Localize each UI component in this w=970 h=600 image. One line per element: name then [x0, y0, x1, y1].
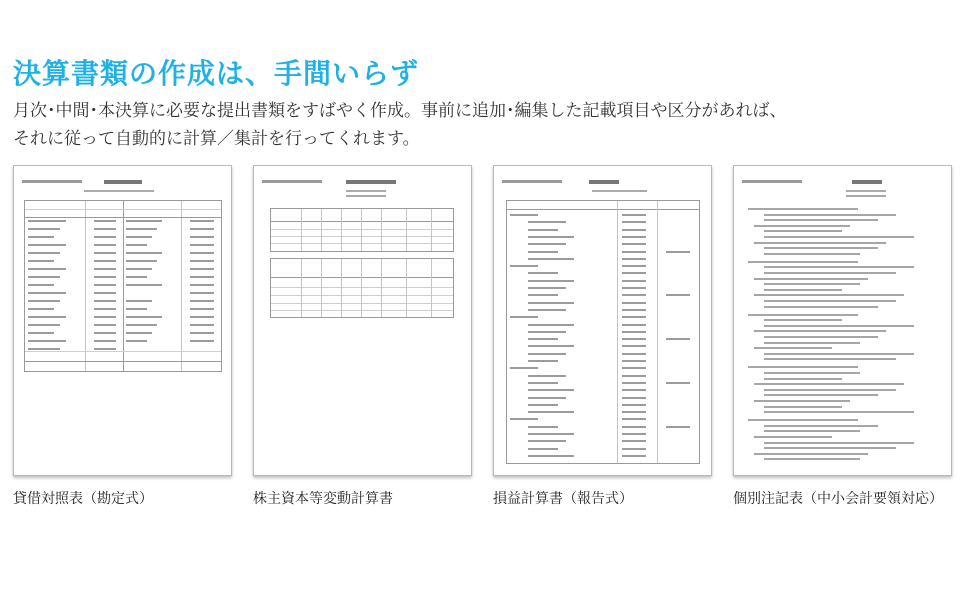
- income-statement-thumbnail: [493, 165, 712, 476]
- notes-caption: 個別注記表（中小会計要領対応）: [733, 491, 943, 507]
- document-card-balance-sheet: [13, 165, 232, 508]
- equity-statement-thumbnail: [253, 165, 472, 476]
- balance-sheet-caption: 貸借対照表（勘定式）: [13, 491, 153, 507]
- balance-sheet-thumbnail: [13, 165, 232, 476]
- page-heading: 決算書類の作成は、手間いらず: [13, 57, 420, 90]
- document-card-equity-statement: [253, 165, 472, 508]
- document-card-income-statement: [493, 165, 712, 508]
- description-line-2: それに従って自動的に計算／集計を行ってくれます。: [13, 129, 420, 149]
- document-card-notes: [733, 165, 952, 508]
- notes-thumbnail: [733, 165, 952, 476]
- equity-statement-caption: 株主資本等変動計算書: [253, 491, 393, 507]
- income-statement-caption: 損益計算書（報告式）: [493, 491, 633, 507]
- description-line-1: 月次･中間･本決算に必要な提出書類をすばやく作成。事前に追加･編集した記載項目や区分があれば、: [13, 101, 787, 121]
